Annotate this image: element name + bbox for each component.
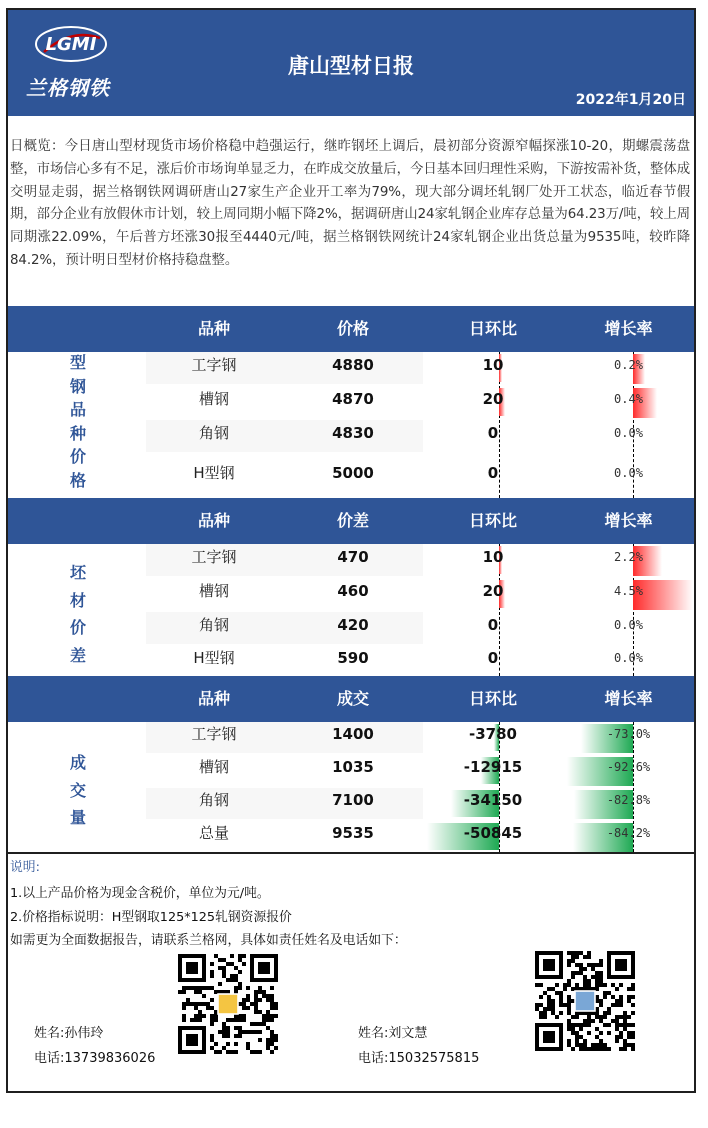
change-cell xyxy=(423,352,563,386)
rate-value: 0.0% xyxy=(614,426,643,440)
qr-code-icon xyxy=(178,954,278,1054)
table-row xyxy=(8,578,694,612)
change-cell xyxy=(423,755,563,788)
rate-value: 0.0% xyxy=(614,466,643,480)
rate-cell xyxy=(563,420,694,454)
change-value: 0 xyxy=(487,616,499,634)
rate-cell xyxy=(563,646,694,678)
column-header: 价格 xyxy=(336,319,369,338)
side-label-char: 交 xyxy=(69,780,86,800)
rate-value: 4.5% xyxy=(614,584,643,598)
daily-summary: 日概览：今日唐山型材现货市场价格稳中趋强运行，继昨钢坯上调后，晨初部分资源窄幅探涨10-20，期螺震荡盘整，市场信心多有不足，涨后价市场询单显乏力，在昨成交放量后，今日基本回归理性采购，下游按需补货，整体成交明显走弱，据兰格钢铁网调研唐山27家生产企业开工率为79%，现大部分调坯轧钢厂处开工状态，临近春节假期，部分企业有放假休市计划，较上周同期小幅下降2%，据调研唐山24家轧钢企业库存总量为64.23万/吨，较上周同期涨22.09%，午后普方坯涨30报至4440元/吨，据兰格钢铁网统计24家轧钢企业出货总量为9535吨，较昨降84.2%，预计明日型材价格持稳盘整。 xyxy=(10,139,690,268)
report-header xyxy=(8,10,694,116)
change-value: 0 xyxy=(487,424,499,442)
svg-text:LGMI: LGMI xyxy=(45,34,97,55)
change-cell xyxy=(423,454,563,500)
change-value: 0 xyxy=(487,464,499,482)
product-name: H型钢 xyxy=(193,464,235,482)
product-name: 槽钢 xyxy=(198,390,229,408)
notes-title: 说明: xyxy=(10,860,40,875)
rate-cell xyxy=(563,454,694,500)
note-line-2: 2.价格指标说明：H型钢取125*125轧钢资源报价 xyxy=(10,910,292,925)
change-cell xyxy=(423,722,563,755)
product-value: 4880 xyxy=(332,356,374,374)
column-header: 成交 xyxy=(336,689,369,708)
rate-cell xyxy=(563,722,694,755)
column-header: 日环比 xyxy=(468,319,517,338)
change-value: -34150 xyxy=(463,791,523,809)
product-name: 角钢 xyxy=(198,791,229,809)
rate-value: -92.6% xyxy=(606,760,651,774)
rate-value: -82.8% xyxy=(606,793,651,807)
rate-cell xyxy=(563,544,694,578)
side-label-char: 格 xyxy=(69,470,86,490)
table-row xyxy=(8,821,694,854)
rate-cell xyxy=(563,386,694,420)
product-value: 420 xyxy=(337,616,369,634)
contact-2-phone: 电话:15032575815 xyxy=(358,1051,480,1066)
report-frame xyxy=(6,8,696,1093)
table-row xyxy=(8,352,694,386)
product-name: 工字钢 xyxy=(191,356,237,374)
side-label-char: 种 xyxy=(69,423,86,443)
note-line-3: 如需更为全面数据报告，请联系兰格网，具体如责任姓名及电话如下： xyxy=(10,933,407,948)
table-row xyxy=(8,612,694,646)
rate-cell xyxy=(563,821,694,854)
product-name: 总量 xyxy=(198,824,229,842)
column-header: 价差 xyxy=(336,511,369,530)
side-label-char: 量 xyxy=(69,808,86,827)
side-label-char: 品 xyxy=(69,400,86,419)
product-value: 5000 xyxy=(332,464,374,482)
note-line-1: 1.以上产品价格为现金含税价，单位为元/吨。 xyxy=(10,886,270,901)
rate-value: 2.2% xyxy=(614,550,643,564)
side-label-char: 价 xyxy=(69,618,86,637)
column-header: 增长率 xyxy=(604,319,653,338)
change-cell xyxy=(423,420,563,454)
product-value: 1400 xyxy=(332,725,374,743)
change-cell xyxy=(423,646,563,678)
side-label-char: 坯 xyxy=(69,563,86,582)
table-row xyxy=(8,544,694,578)
report-date: 2022年1月20日 xyxy=(575,92,686,108)
change-cell xyxy=(423,544,563,578)
product-value: 470 xyxy=(337,548,369,566)
section-header-bar xyxy=(8,676,694,722)
column-header: 日环比 xyxy=(468,689,517,708)
product-name: 角钢 xyxy=(198,616,229,634)
column-header: 日环比 xyxy=(468,511,517,530)
table-row xyxy=(8,386,694,420)
product-value: 460 xyxy=(337,582,369,600)
change-cell xyxy=(423,612,563,646)
change-value: -50845 xyxy=(463,824,523,842)
rate-value: -73.0% xyxy=(606,727,651,741)
product-name: 槽钢 xyxy=(198,582,229,600)
product-name: 角钢 xyxy=(198,424,229,442)
column-header: 品种 xyxy=(197,689,230,708)
change-cell xyxy=(423,386,563,420)
rate-value: 0.4% xyxy=(614,392,643,406)
change-value: -12915 xyxy=(463,758,523,776)
column-header: 增长率 xyxy=(604,511,653,530)
product-name: H型钢 xyxy=(193,649,235,667)
side-label-char: 差 xyxy=(69,645,86,665)
section-header-bar xyxy=(8,306,694,352)
contact-2-name: 姓名:刘文慧 xyxy=(358,1026,428,1041)
column-header: 增长率 xyxy=(604,689,653,708)
product-value: 9535 xyxy=(332,824,374,842)
change-value: 20 xyxy=(482,582,504,600)
section-header-bar xyxy=(8,498,694,544)
notes-area xyxy=(8,852,694,1066)
qr-code-icon xyxy=(535,951,635,1051)
side-label-char: 价 xyxy=(69,447,86,466)
table-row xyxy=(8,722,694,755)
change-value: 10 xyxy=(482,548,504,566)
table-row xyxy=(8,755,694,788)
product-value: 1035 xyxy=(332,758,374,776)
product-name: 工字钢 xyxy=(191,548,237,566)
side-label-char: 材 xyxy=(69,590,86,610)
contact-1-phone: 电话:13739836026 xyxy=(34,1051,156,1066)
product-name: 槽钢 xyxy=(198,758,229,776)
side-label-char: 型 xyxy=(69,353,86,372)
product-value: 4830 xyxy=(332,424,374,442)
rate-value: -84.2% xyxy=(606,826,651,840)
column-header: 品种 xyxy=(197,511,230,530)
table-row xyxy=(8,420,694,454)
column-header: 品种 xyxy=(197,319,230,338)
change-value: -3780 xyxy=(469,725,517,743)
rate-cell xyxy=(563,352,694,386)
rate-cell xyxy=(563,578,694,612)
report-title: 唐山型材日报 xyxy=(288,54,414,78)
rate-cell xyxy=(563,612,694,646)
rate-value: 0.0% xyxy=(614,651,643,665)
change-value: 20 xyxy=(482,390,504,408)
change-cell xyxy=(423,578,563,612)
change-cell xyxy=(423,788,563,821)
product-value: 590 xyxy=(337,649,369,667)
table-row xyxy=(8,646,694,678)
rate-value: 0.2% xyxy=(614,358,643,372)
side-label-char: 钢 xyxy=(69,376,86,396)
product-value: 7100 xyxy=(332,791,374,809)
side-label-char: 成 xyxy=(69,753,86,772)
logo-text: 兰格钢铁 xyxy=(26,76,110,100)
rate-value: 0.0% xyxy=(614,618,643,632)
change-cell xyxy=(423,821,563,854)
product-name: 工字钢 xyxy=(191,725,237,743)
table-row xyxy=(8,454,694,500)
product-value: 4870 xyxy=(332,390,374,408)
change-value: 0 xyxy=(487,649,499,667)
contact-1-name: 姓名:孙伟玲 xyxy=(34,1026,104,1041)
table-row xyxy=(8,788,694,821)
rate-cell xyxy=(563,755,694,788)
rate-cell xyxy=(563,788,694,821)
change-value: 10 xyxy=(482,356,504,374)
